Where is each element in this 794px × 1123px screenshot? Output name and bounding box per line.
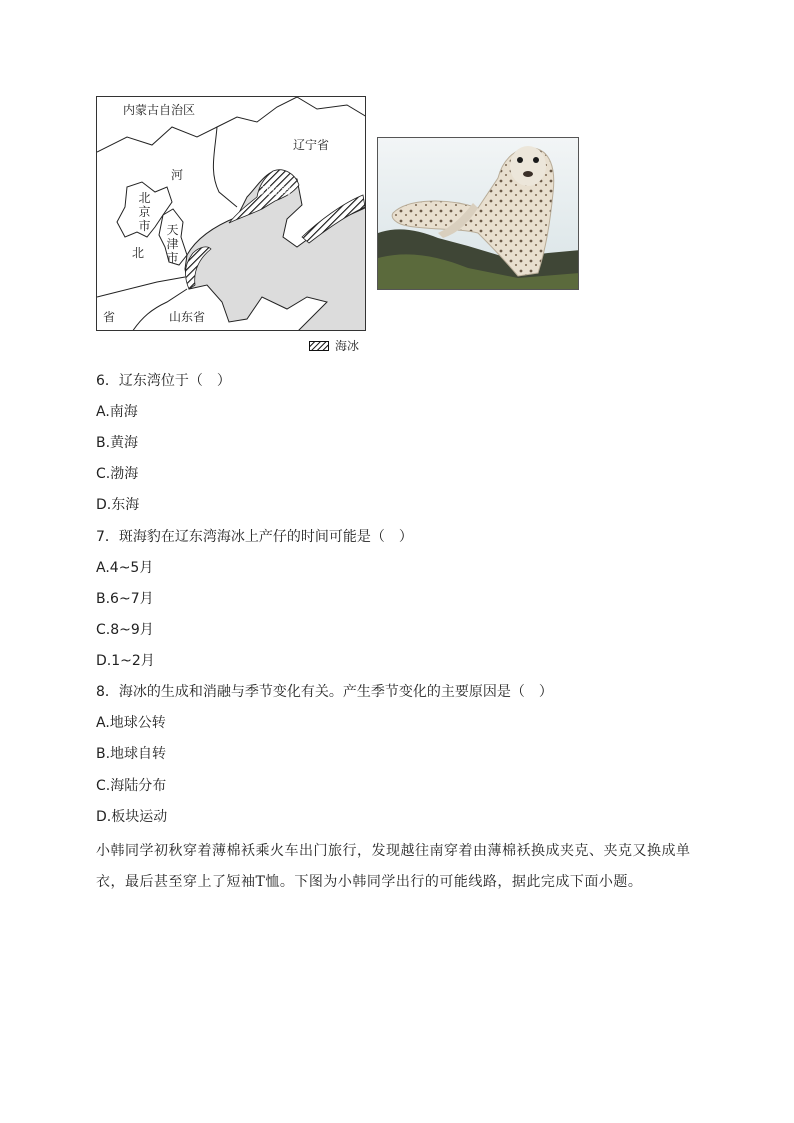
border-hebei-liaoning [213, 127, 237, 207]
question-7-option-d[interactable]: D.1~2月 [96, 653, 155, 669]
spotted-seal-photo [377, 137, 579, 290]
label-shandong: 山东省 [169, 310, 206, 324]
legend-label: 海冰 [335, 339, 360, 353]
question-8-option-b[interactable]: B.地球自转 [96, 746, 167, 762]
label-beijing: 北京市 [138, 191, 151, 233]
passage-text: 小韩同学初秋穿着薄棉袄乘火车出门旅行，发现越往南穿着由薄棉袄换成夹克、夹克又换成单衣，最后甚至穿上了短袖T恤。下图为小韩同学出行的可能线路，据此完成下面小题。 [96, 843, 691, 890]
question-6-option-d[interactable]: D.东海 [96, 497, 140, 513]
question-6-stem: 6．辽东湾位于（ ） [96, 373, 231, 389]
question-7-option-c[interactable]: C.8~9月 [96, 622, 154, 638]
question-8-option-d[interactable]: D.板块运动 [96, 809, 168, 825]
label-bei: 北 [132, 246, 145, 260]
question-7-option-b[interactable]: B.6~7月 [96, 591, 154, 607]
label-liaoning: 辽宁省 [293, 138, 330, 152]
label-sheng: 省 [103, 310, 116, 324]
border-hebei-shandong [97, 277, 185, 297]
seal-illustration [378, 138, 579, 290]
label-liaodong-bay: 辽东湾 [261, 186, 291, 197]
question-7-stem: 7．斑海豹在辽东湾海冰上产仔的时间可能是（ ） [96, 529, 413, 545]
question-6-option-c[interactable]: C.渤海 [96, 466, 139, 482]
label-he: 河 [171, 168, 184, 182]
question-6-option-a[interactable]: A.南海 [96, 404, 138, 420]
question-8-stem: 8．海冰的生成和消融与季节变化有关。产生季节变化的主要原因是（ ） [96, 684, 553, 700]
question-8-option-c[interactable]: C.海陆分布 [96, 778, 167, 794]
bohai-region-map [96, 96, 366, 331]
question-7-option-a[interactable]: A.4~5月 [96, 560, 154, 576]
question-6-option-b[interactable]: B.黄海 [96, 435, 139, 451]
sea-ice-legend-swatch [309, 341, 329, 351]
label-tianjin: 天津市 [166, 223, 179, 265]
border-liaoning-north [297, 97, 366, 117]
label-inner-mongolia: 内蒙古自治区 [123, 103, 196, 117]
map-legend [309, 337, 359, 354]
question-8-option-a[interactable]: A.地球公转 [96, 715, 166, 731]
